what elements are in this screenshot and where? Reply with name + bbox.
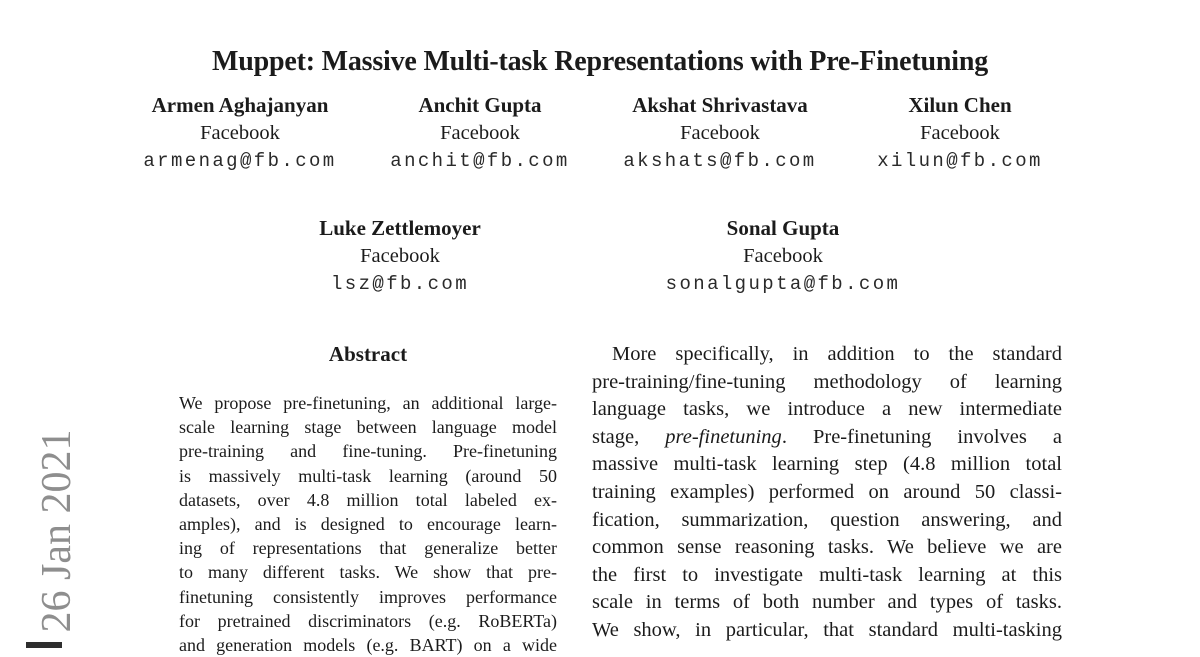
- paper-title: Muppet: Massive Multi-task Representations with Pre-Finetuning: [212, 45, 988, 77]
- author-name: Anchit Gupta: [418, 93, 542, 117]
- body-line: More specifically, in addition to the standard: [612, 343, 1062, 365]
- body-line: training examples) performed on around 50 classi-: [592, 480, 1062, 503]
- author-block: [200, 214, 600, 299]
- abstract-line: amples), and is designed to encourage learn-: [179, 514, 557, 535]
- body-line: scale in terms of both number and types of tasks.: [592, 591, 1062, 614]
- author-email: anchit@fb.com: [390, 150, 570, 172]
- authors-row-1: [120, 91, 1080, 176]
- author-block: [583, 214, 983, 299]
- author-name: Armen Aghajanyan: [151, 93, 329, 117]
- abstract-line: datasets, over 4.8 million total labeled ex-: [179, 489, 557, 510]
- body-line: We show, in particular, that standard multi-tasking: [592, 618, 1062, 641]
- arxiv-clipped-text-fragment: [26, 642, 62, 648]
- abstract-line: scale learning stage between language model: [179, 417, 557, 438]
- author-block: [360, 91, 600, 176]
- author-affiliation: Facebook: [680, 122, 760, 144]
- author-email: lsz@fb.com: [330, 273, 470, 295]
- body-line: the first to investigate multi-task learning at this: [592, 563, 1062, 586]
- arxiv-date-watermark: 26 Jan 2021: [34, 429, 80, 633]
- author-email: xilun@fb.com: [877, 150, 1043, 172]
- author-block: [120, 91, 360, 176]
- body-line: fication, summarization, question answering, and: [592, 508, 1062, 531]
- author-affiliation: Facebook: [920, 122, 1000, 144]
- abstract-line: and generation models (e.g. BART) on a wide: [179, 635, 557, 656]
- author-block: [600, 91, 840, 176]
- italic-term: pre-finetuning: [665, 425, 782, 448]
- abstract-line: is massively multi-task learning (around 50: [179, 465, 557, 486]
- author-email: sonalgupta@fb.com: [665, 273, 901, 295]
- author-affiliation: Facebook: [360, 245, 440, 267]
- author-affiliation: Facebook: [743, 245, 823, 267]
- body-text: stage,: [592, 425, 666, 448]
- abstract-heading: Abstract: [328, 342, 408, 366]
- abstract-body: [179, 391, 557, 657]
- body-line: massive multi-task learning step (4.8 million total: [592, 453, 1062, 476]
- author-affiliation: Facebook: [440, 122, 520, 144]
- abstract-line: pre-training and fine-tuning. Pre-finetuning: [179, 441, 557, 462]
- author-name: Xilun Chen: [908, 93, 1012, 117]
- author-name: Luke Zettlemoyer: [319, 216, 481, 240]
- author-block: [840, 91, 1080, 176]
- body-line: common sense reasoning tasks. We believe we are: [592, 536, 1062, 559]
- abstract-line: ing of representations that generalize better: [179, 538, 557, 559]
- author-name: Akshat Shrivastava: [632, 93, 808, 117]
- author-email: akshats@fb.com: [623, 150, 817, 172]
- body-line: language tasks, we introduce a new intermediate: [592, 398, 1062, 421]
- body-text: . Pre-finetuning involves a: [781, 425, 1063, 448]
- intro-paragraph: [592, 341, 1062, 645]
- author-email: armenag@fb.com: [143, 150, 337, 172]
- body-line-with-italic: [592, 424, 1062, 452]
- body-line: pre-training/fine-tuning methodology of learning: [592, 370, 1062, 393]
- abstract-line: for pretrained discriminators (e.g. RoBERTa): [179, 610, 557, 631]
- author-name: Sonal Gupta: [726, 216, 840, 240]
- author-affiliation: Facebook: [200, 122, 280, 144]
- abstract-line: to many different tasks. We show that pre-: [179, 562, 557, 583]
- abstract-line: We propose pre-finetuning, an additional large-: [179, 393, 557, 413]
- abstract-line: finetuning consistently improves performance: [179, 586, 557, 607]
